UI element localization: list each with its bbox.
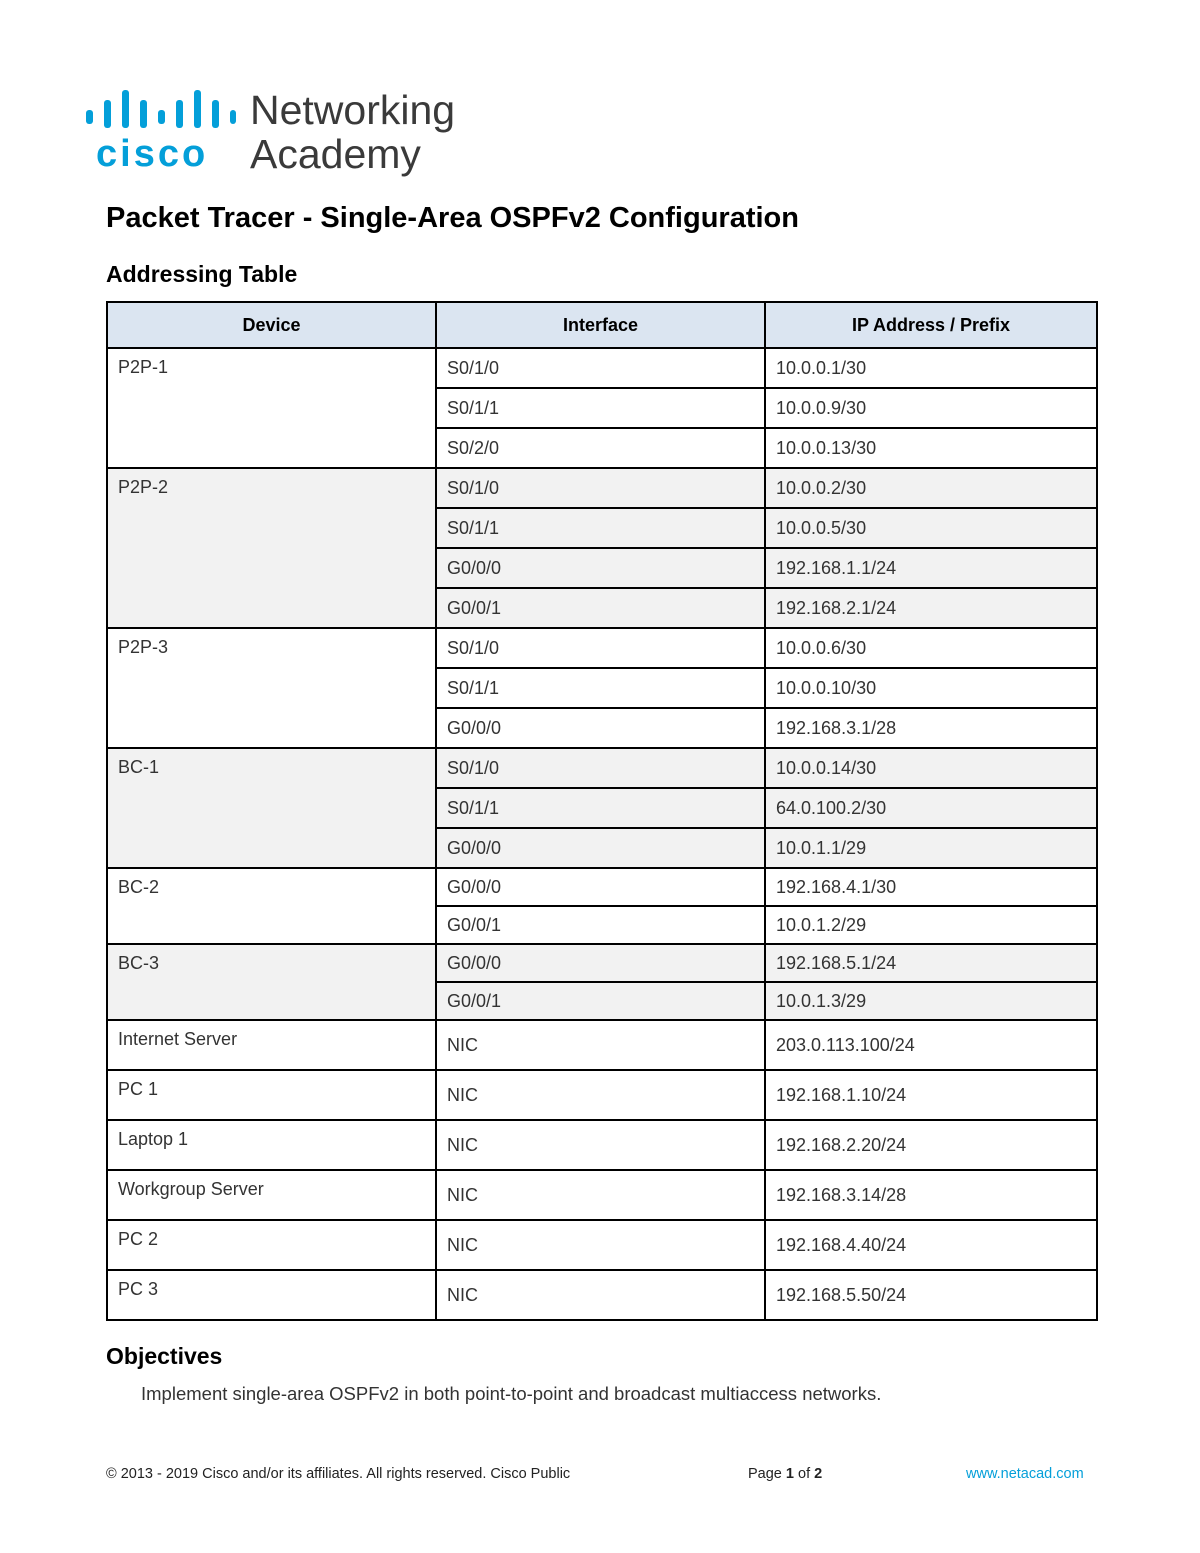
interface-cell: G0/0/1 <box>436 982 765 1020</box>
document-title: Packet Tracer - Single-Area OSPFv2 Configuration <box>106 202 799 234</box>
table-row <box>107 348 1097 388</box>
ip-address-cell: 10.0.0.10/30 <box>765 668 1097 708</box>
ip-address-cell: 10.0.0.2/30 <box>765 468 1097 508</box>
ip-address-cell: 10.0.1.2/29 <box>765 906 1097 944</box>
ip-address-cell: 10.0.1.1/29 <box>765 828 1097 868</box>
table-row <box>107 1170 1097 1220</box>
device-cell: BC-3 <box>107 944 436 1020</box>
interface-cell: S0/1/1 <box>436 388 765 428</box>
table-header-row <box>107 302 1097 348</box>
table-row <box>107 1220 1097 1270</box>
interface-cell: NIC <box>436 1120 765 1170</box>
ip-address-cell: 192.168.5.50/24 <box>765 1270 1097 1320</box>
interface-cell: NIC <box>436 1270 765 1320</box>
ip-address-cell: 10.0.0.5/30 <box>765 508 1097 548</box>
interface-cell: NIC <box>436 1220 765 1270</box>
ip-address-cell: 192.168.1.10/24 <box>765 1070 1097 1120</box>
footer-copyright: © 2013 - 2019 Cisco and/or its affiliates. All rights reserved. Cisco Public <box>106 1466 571 1482</box>
interface-cell: S0/1/1 <box>436 668 765 708</box>
ip-address-cell: 64.0.100.2/30 <box>765 788 1097 828</box>
brand-name <box>250 88 455 176</box>
footer-page-number <box>748 1466 822 1482</box>
device-cell: P2P-3 <box>107 628 436 748</box>
interface-cell: NIC <box>436 1020 765 1070</box>
brand-line-academy: Academy <box>250 131 421 177</box>
interface-cell: G0/0/0 <box>436 548 765 588</box>
column-header-device: Device <box>107 302 436 348</box>
interface-cell: S0/2/0 <box>436 428 765 468</box>
device-cell: Laptop 1 <box>107 1120 436 1170</box>
column-header-interface: Interface <box>436 302 765 348</box>
table-row <box>107 468 1097 508</box>
objectives-heading: Objectives <box>106 1343 223 1369</box>
cisco-wordmark: cisco <box>96 133 209 175</box>
objective-text: Implement single-area OSPFv2 in both point-to-point and broadcast multiaccess networks. <box>141 1383 882 1404</box>
cisco-bridge-icon <box>86 88 236 132</box>
table-row <box>107 868 1097 906</box>
ip-address-cell: 10.0.1.3/29 <box>765 982 1097 1020</box>
addressing-table-heading: Addressing Table <box>106 261 298 287</box>
ip-address-cell: 192.168.2.20/24 <box>765 1120 1097 1170</box>
device-cell: BC-2 <box>107 868 436 944</box>
addressing-table <box>106 301 1098 1321</box>
page-current: 1 <box>785 1466 794 1482</box>
footer-website-link[interactable]: www.netacad.com <box>966 1466 1084 1482</box>
interface-cell: S0/1/0 <box>436 348 765 388</box>
interface-cell: G0/0/0 <box>436 828 765 868</box>
addressing-table-body <box>107 348 1097 1320</box>
ip-address-cell: 192.168.4.1/30 <box>765 868 1097 906</box>
brand-line-networking: Networking <box>250 87 456 133</box>
interface-cell: NIC <box>436 1070 765 1120</box>
device-cell: BC-1 <box>107 748 436 868</box>
interface-cell: NIC <box>436 1170 765 1220</box>
device-cell: P2P-1 <box>107 348 436 468</box>
page-mid: of <box>793 1466 815 1482</box>
device-cell: Workgroup Server <box>107 1170 436 1220</box>
ip-address-cell: 192.168.5.1/24 <box>765 944 1097 982</box>
page-prefix: Page <box>748 1466 786 1482</box>
interface-cell: S0/1/0 <box>436 628 765 668</box>
table-row <box>107 944 1097 982</box>
interface-cell: S0/1/1 <box>436 508 765 548</box>
ip-address-cell: 10.0.0.14/30 <box>765 748 1097 788</box>
device-cell: PC 2 <box>107 1220 436 1270</box>
ip-address-cell: 10.0.0.1/30 <box>765 348 1097 388</box>
column-header-ip-address: IP Address / Prefix <box>765 302 1097 348</box>
ip-address-cell: 10.0.0.13/30 <box>765 428 1097 468</box>
table-row <box>107 628 1097 668</box>
table-row <box>107 1120 1097 1170</box>
table-row <box>107 1020 1097 1070</box>
interface-cell: S0/1/0 <box>436 468 765 508</box>
interface-cell: G0/0/1 <box>436 588 765 628</box>
ip-address-cell: 192.168.2.1/24 <box>765 588 1097 628</box>
ip-address-cell: 192.168.1.1/24 <box>765 548 1097 588</box>
interface-cell: S0/1/1 <box>436 788 765 828</box>
ip-address-cell: 192.168.3.14/28 <box>765 1170 1097 1220</box>
table-row <box>107 1070 1097 1120</box>
table-row <box>107 748 1097 788</box>
interface-cell: G0/0/0 <box>436 944 765 982</box>
device-cell: PC 3 <box>107 1270 436 1320</box>
ip-address-cell: 192.168.4.40/24 <box>765 1220 1097 1270</box>
page-total: 2 <box>814 1466 823 1482</box>
ip-address-cell: 10.0.0.9/30 <box>765 388 1097 428</box>
device-cell: PC 1 <box>107 1070 436 1120</box>
interface-cell: S0/1/0 <box>436 748 765 788</box>
table-row <box>107 1270 1097 1320</box>
device-cell: Internet Server <box>107 1020 436 1070</box>
ip-address-cell: 192.168.3.1/28 <box>765 708 1097 748</box>
interface-cell: G0/0/0 <box>436 868 765 906</box>
cisco-networking-academy-logo <box>86 88 486 180</box>
device-cell: P2P-2 <box>107 468 436 628</box>
ip-address-cell: 203.0.113.100/24 <box>765 1020 1097 1070</box>
interface-cell: G0/0/1 <box>436 906 765 944</box>
interface-cell: G0/0/0 <box>436 708 765 748</box>
ip-address-cell: 10.0.0.6/30 <box>765 628 1097 668</box>
